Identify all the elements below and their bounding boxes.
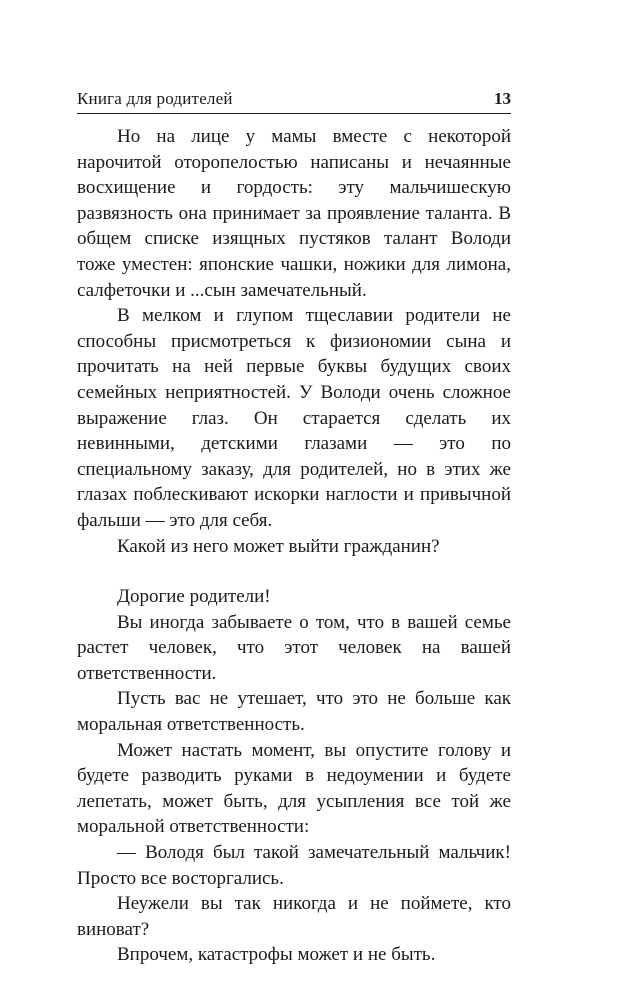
paragraph-3: Какой из него может выйти гражданин? — [117, 535, 440, 557]
paragraph-7: Может настать момент, вы опустите голову и будете разводить руками в недоумении и будете лепетать, может быть, для усыпления все той же моральной ответственности: — [77, 739, 511, 838]
running-header — [77, 85, 511, 109]
header-rule — [77, 113, 511, 114]
paragraph-1: Но на лице у мамы вместе с некоторой нарочитой оторопелостью написаны и нечаянные восхищение и гордость: эту мальчишескую развязность она принимает за проявление таланта. В общем списке изящных пустяков талант Володи тоже уместен: японские чашки, ножики для лимона, салфеточки и ...сын замечательный. — [77, 126, 511, 301]
paragraph-6: Пусть вас не утешает, что это не больше как моральная ответственность. — [77, 688, 511, 736]
paragraph-9: Неужели вы так никогда и не поймете, кто виноват? — [77, 893, 511, 940]
page-number: 13 — [494, 89, 511, 108]
paragraph-2: В мелком и глупом тщеславии родители не способны присмотреться к физиономии сына и прочитать на ней первые буквы будущих своих семейных неприятностей. У Володи очень сложное выражение глаз. Он старается сделать их невинными, детскими глазами — это по специальному заказу, для родителей, но в этих же глазах поблескивают искорки наглости и привычной фальши — это для себя. — [77, 305, 511, 531]
paragraph-address: Дорогие родители! — [117, 586, 271, 608]
paragraph-5: Вы иногда забываете о том, что в вашей семье растет человек, что этот человек на вашей ответственности. — [77, 611, 511, 684]
paragraph-10: Впрочем, катастрофы может и не быть. — [117, 944, 436, 966]
running-title: Книга для родителей — [77, 89, 233, 108]
paragraph-8: — Володя был такой замечательный мальчик! Просто все восторгались. — [77, 842, 511, 889]
body-text — [77, 124, 511, 968]
